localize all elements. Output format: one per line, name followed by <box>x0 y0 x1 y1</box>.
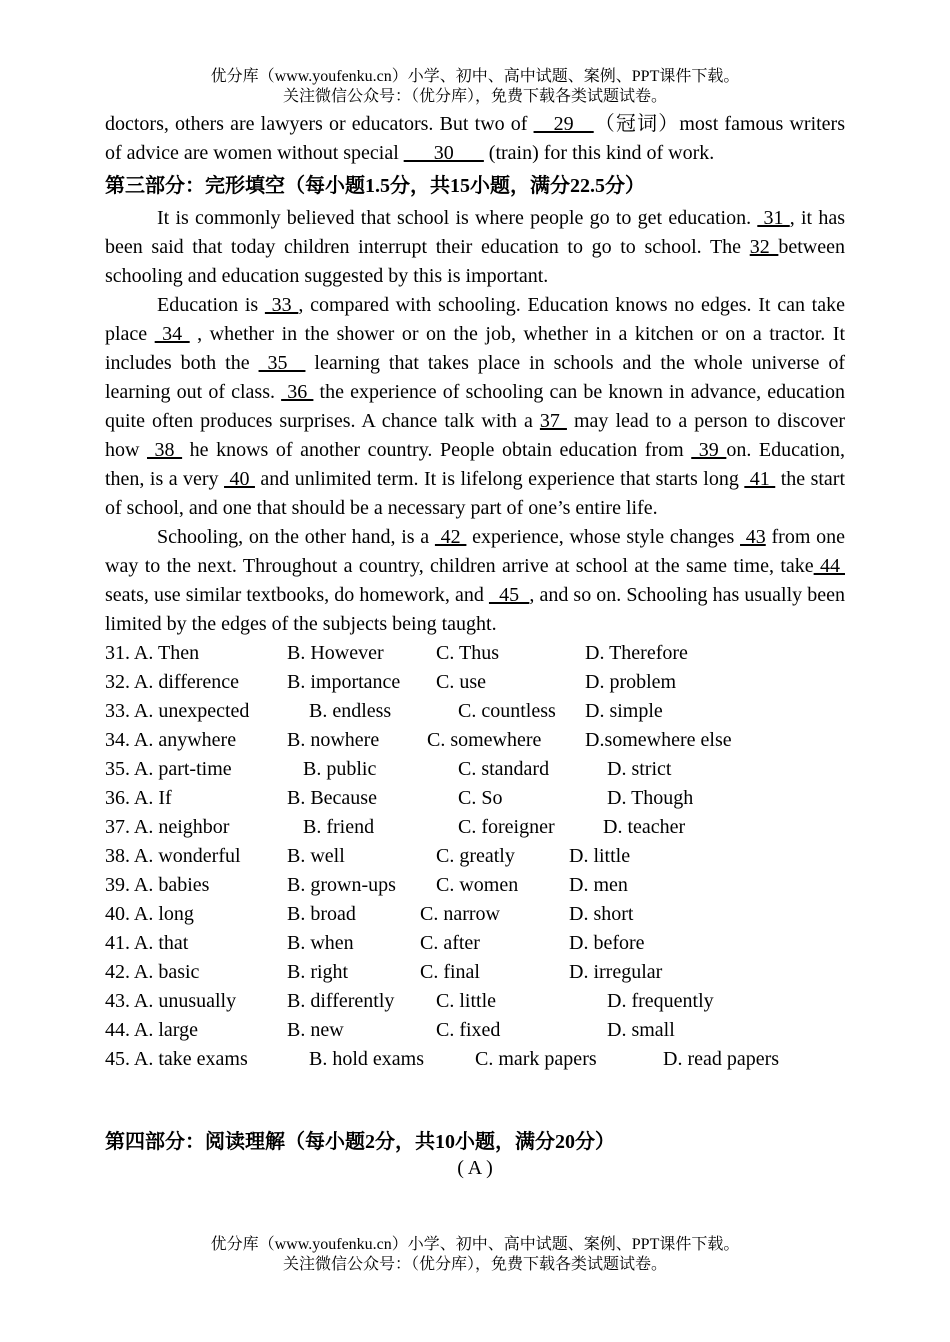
document-body <box>105 110 845 1183</box>
option-c: C. mark papers <box>475 1048 597 1070</box>
option-b: B. right <box>287 961 349 983</box>
option-b: B. Because <box>287 787 377 809</box>
blank-31: 31 <box>757 207 790 229</box>
blank-42: 42 <box>434 526 467 548</box>
options-list <box>105 639 845 1074</box>
option-a: 43. A. unusually <box>105 990 237 1012</box>
blank-36: 36 <box>281 381 314 403</box>
option-row-31 <box>105 639 845 668</box>
text: learning that takes place in schools and the whole universe of learning out of class. <box>105 352 846 403</box>
blank-37: 37 <box>539 410 567 432</box>
text: , compared with schooling. Education knows no edges. It can take place <box>105 294 845 345</box>
option-row-33 <box>105 697 845 726</box>
text: on. Education, then, is a very <box>105 439 845 490</box>
blank-39: 39 <box>691 439 727 461</box>
option-a: 36. A. If <box>105 787 172 809</box>
text: , and so on. Schooling has usually been limited by the edges of the subjects being taught. <box>105 584 845 635</box>
option-a: 32. A. difference <box>105 671 240 693</box>
option-b: B. importance <box>287 671 401 693</box>
blank-40: 40 <box>224 468 255 490</box>
text: (train) for this kind of work. <box>483 142 715 164</box>
option-c: C. standard <box>458 758 550 780</box>
option-c: C. little <box>436 990 496 1012</box>
header-line-1: 优分库（www.youfenku.cn）小学、初中、高中试题、案例、PPT课件下载。 <box>210 68 740 85</box>
text: Education is <box>157 294 265 316</box>
option-b: B. public <box>303 758 377 780</box>
blank-38: 38 <box>147 439 183 461</box>
blank-34: 34 <box>154 323 190 345</box>
text: between schooling and education suggested by this is important. <box>105 236 846 287</box>
text: from one way to the next. Throughout a country, children arrive at school at the same time, take <box>105 526 846 577</box>
option-d: D. men <box>569 874 628 896</box>
option-d: D. small <box>607 1019 675 1041</box>
option-c: C. final <box>420 961 480 983</box>
option-a: 38. A. wonderful <box>105 845 241 867</box>
option-row-34 <box>105 726 845 755</box>
option-b: B. However <box>287 642 384 664</box>
text: （冠词）most famous writers of advice are women without special <box>105 113 845 164</box>
option-row-45 <box>105 1045 845 1074</box>
option-a: 37. A. neighbor <box>105 816 230 838</box>
option-d: D. irregular <box>569 961 663 983</box>
blank-41: 41 <box>744 468 776 490</box>
part3-title: 第三部分：完形填空（每小题1.5分，共15小题，满分22.5分） <box>105 175 645 197</box>
text: seats, use similar textbooks, do homework, and <box>105 584 489 606</box>
text: experience, whose style changes <box>466 526 741 548</box>
option-c: C. somewhere <box>427 729 542 751</box>
option-c: C. Thus <box>436 642 499 664</box>
option-b: B. nowhere <box>287 729 380 751</box>
option-row-32 <box>105 668 845 697</box>
option-row-44 <box>105 1016 845 1045</box>
option-c: C. narrow <box>420 903 500 925</box>
option-d: D. simple <box>585 700 663 722</box>
option-row-38 <box>105 842 845 871</box>
option-d: D. strict <box>607 758 672 780</box>
option-c: C. countless <box>458 700 556 722</box>
option-d: D.somewhere else <box>585 729 732 751</box>
option-d: D. before <box>569 932 645 954</box>
option-c: C. greatly <box>436 845 515 867</box>
text: the start of school, and one that should be a necessary part of one’s entire life. <box>105 468 846 519</box>
option-a: 35. A. part-time <box>105 758 232 780</box>
option-d: D. problem <box>585 671 677 693</box>
footer-line-2: 关注微信公众号：（优分库），免费下载各类试题试卷。 <box>282 1256 667 1273</box>
option-b: B. endless <box>309 700 392 722</box>
option-d: D. short <box>569 903 634 925</box>
blank-30: ___30___ <box>403 142 484 164</box>
text: Schooling, on the other hand, is a <box>157 526 435 548</box>
cloze-paragraph-2 <box>105 291 845 523</box>
option-b: B. new <box>287 1019 344 1041</box>
text: , whether in the shower or on the job, whether in a kitchen or on a tractor. It includes both the <box>105 323 846 374</box>
option-c: C. foreigner <box>458 816 555 838</box>
page-header <box>0 67 950 107</box>
option-c: C. fixed <box>436 1019 501 1041</box>
option-a: 44. A. large <box>105 1019 198 1041</box>
option-d: D. little <box>569 845 631 867</box>
option-d: D. teacher <box>603 816 686 838</box>
option-d: D. frequently <box>607 990 714 1012</box>
text: It is commonly believed that school is where people go to get education. <box>157 207 758 229</box>
blank-32: 32 <box>749 236 779 258</box>
option-row-36 <box>105 784 845 813</box>
option-a: 41. A. that <box>105 932 189 954</box>
option-row-40 <box>105 900 845 929</box>
page-footer <box>0 1235 950 1275</box>
option-a: 45. A. take exams <box>105 1048 248 1070</box>
text: the experience of schooling can be known in advance, education quite often produces surprises. A chance talk with a <box>105 381 846 432</box>
option-a: 39. A. babies <box>105 874 210 896</box>
option-c: C. So <box>458 787 503 809</box>
option-a: 40. A. long <box>105 903 194 925</box>
option-row-35 <box>105 755 845 784</box>
option-b: B. friend <box>303 816 375 838</box>
option-b: B. broad <box>287 903 356 925</box>
option-row-43 <box>105 987 845 1016</box>
part2-tail-paragraph <box>105 110 845 168</box>
passage-label: ( A ) <box>457 1157 493 1179</box>
footer-line-1: 优分库（www.youfenku.cn）小学、初中、高中试题、案例、PPT课件下载。 <box>210 1236 740 1253</box>
option-a: 42. A. basic <box>105 961 200 983</box>
option-b: B. differently <box>287 990 395 1012</box>
part4-title: 第四部分：阅读理解（每小题2分，共10小题，满分20分） <box>105 1131 615 1153</box>
option-a: 33. A. unexpected <box>105 700 250 722</box>
option-b: B. grown-ups <box>287 874 396 896</box>
blank-45: 45 <box>488 584 530 606</box>
option-b: B. when <box>287 932 354 954</box>
text: he knows of another country. People obtain education from <box>182 439 692 461</box>
blank-35: 35 <box>258 352 306 374</box>
blank-43: 43 <box>740 526 766 548</box>
option-row-39 <box>105 871 845 900</box>
text: doctors, others are lawyers or educators. But two of <box>105 113 534 135</box>
option-b: B. hold exams <box>309 1048 424 1070</box>
text: and unlimited term. It is lifelong experience that starts long <box>254 468 745 490</box>
option-d: D. Though <box>607 787 694 809</box>
option-a: 31. A. Then <box>105 642 200 664</box>
blank-33: 33 <box>264 294 299 316</box>
text: , it has been said that today children interrupt their education to go to school. The <box>105 207 846 258</box>
cloze-paragraph-1 <box>105 204 845 291</box>
option-c: C. women <box>436 874 519 896</box>
option-row-41 <box>105 929 845 958</box>
option-d: D. Therefore <box>585 642 688 664</box>
option-a: 34. A. anywhere <box>105 729 237 751</box>
cloze-paragraph-3 <box>105 523 845 639</box>
option-c: C. use <box>436 671 486 693</box>
blank-29: __29__ <box>533 113 594 135</box>
option-row-42 <box>105 958 845 987</box>
text: may lead to a person to discover how <box>105 410 846 461</box>
option-c: C. after <box>420 932 480 954</box>
option-row-37 <box>105 813 845 842</box>
option-d: D. read papers <box>663 1048 780 1070</box>
option-b: B. well <box>287 845 345 867</box>
blank-44: 44 <box>813 555 845 577</box>
header-line-2: 关注微信公众号：（优分库），免费下载各类试题试卷。 <box>282 88 667 105</box>
